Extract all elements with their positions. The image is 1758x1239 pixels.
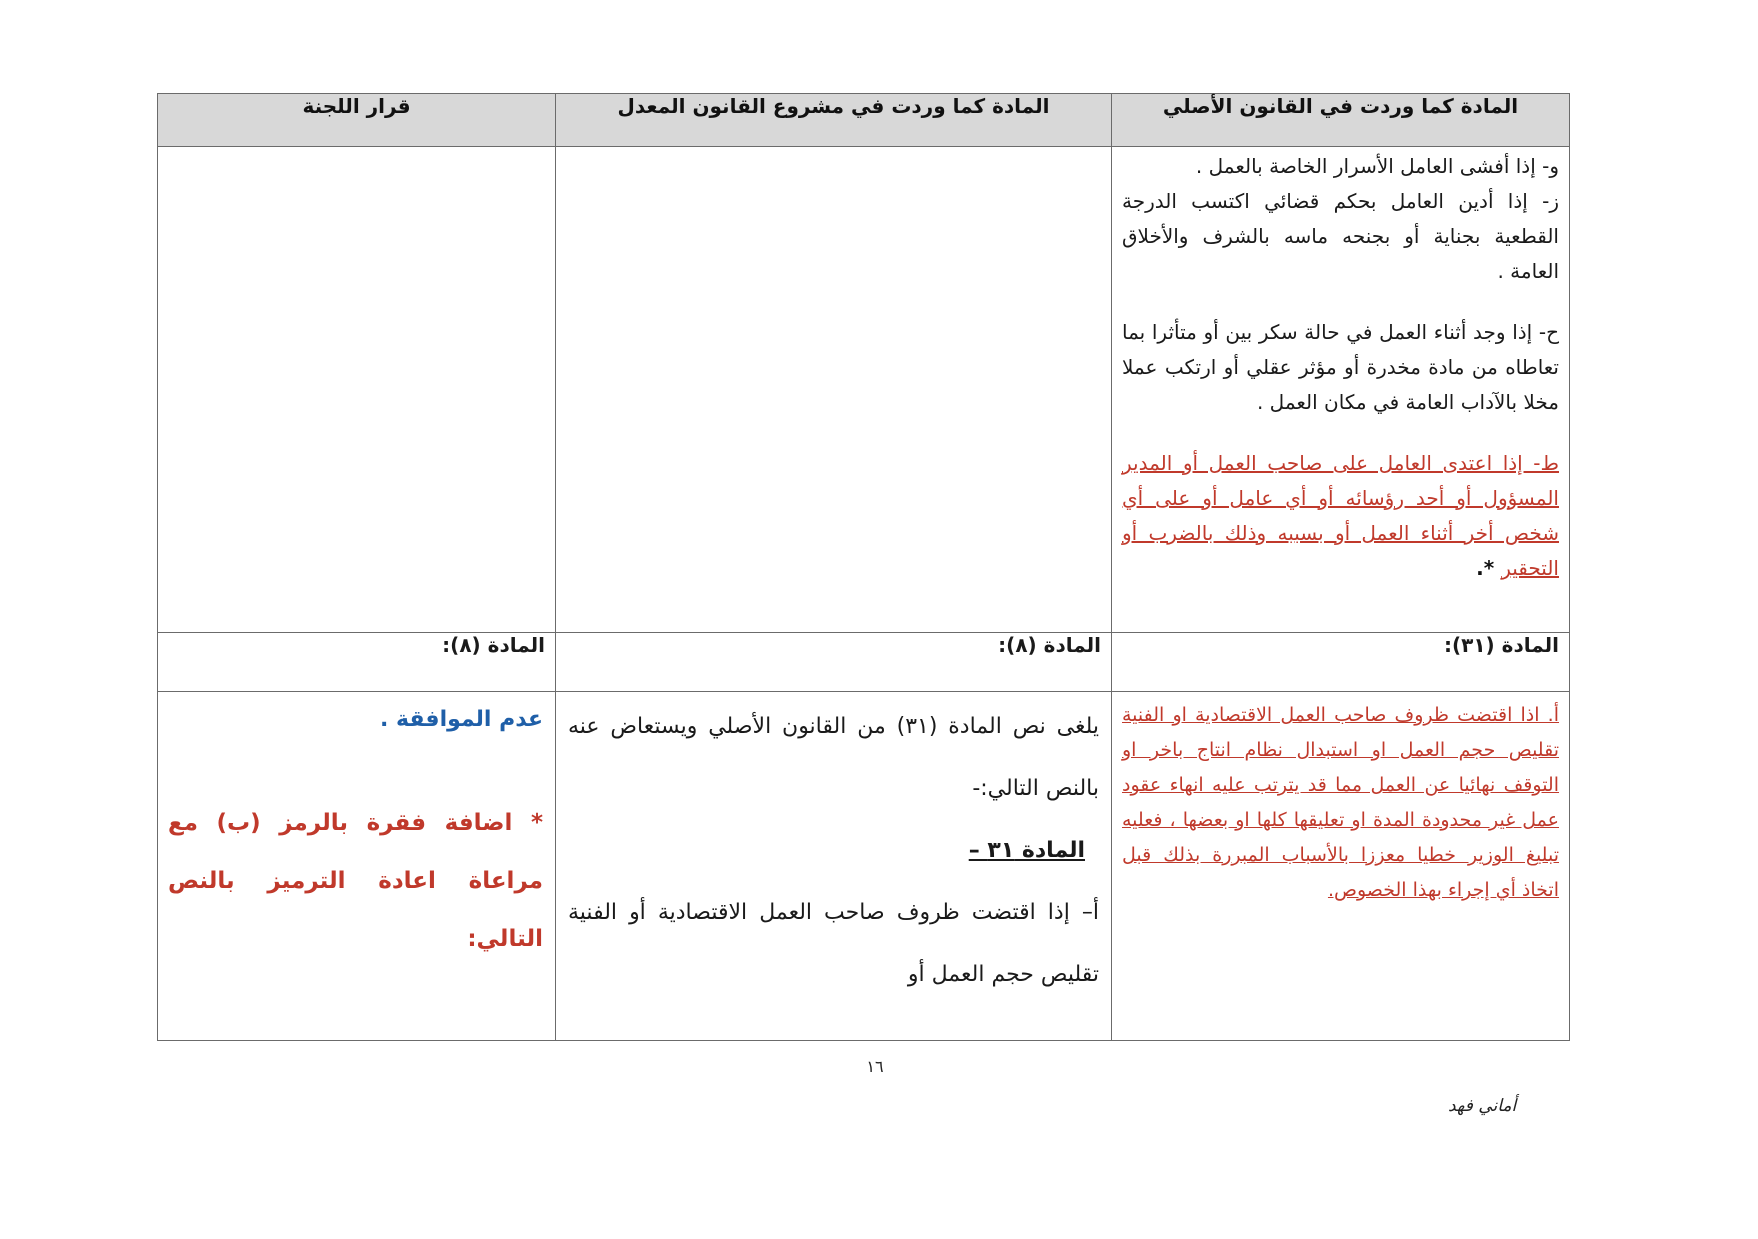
cell-amended-clauses xyxy=(556,147,1112,633)
clause-waw: و- إذا أفشى العامل الأسرار الخاصة بالعمل . xyxy=(1195,154,1559,178)
signature: أماني فهد xyxy=(1448,1096,1517,1116)
article-31-label: المادة (٣١): xyxy=(1443,633,1559,657)
header-original-law: المادة كما وردت في القانون الأصلي xyxy=(1112,94,1570,147)
header-amended-law: المادة كما وردت في مشروع القانون المعدل xyxy=(556,94,1112,147)
clause-ha: ح- إذا وجد أثناء العمل في حالة سكر بين أو متأثرا بما تعاطاه من مادة مخدرة أو مؤثر عقلي أو ارتكب عملا مخلا بالآداب العامة في مكان العمل . xyxy=(1122,320,1559,414)
table-row-article-body xyxy=(158,692,1570,1041)
cell-committee-clauses xyxy=(158,147,556,633)
original-article-31-text: أ. اذا اقتضت ظروف صاحب العمل الاقتصادية او الفنية تقليص حجم العمل او استبدال نظام انتاج باخر او التوقف نهائيا عن العمل مما قد يترتب عليه انهاء عقود عمل غير محدودة المدة او تعليقها كلها او بعضها ، فعليه تبليغ الوزير خطيا معززا بالأسباب المبررة بذلك قبل اتخاذ أي إجراء بهذا الخصوص. xyxy=(1122,704,1559,901)
amended-intro-text: يلغى نص المادة (٣١) من القانون الأصلي ويستعاض عنه بالنص التالي:- xyxy=(568,714,1099,801)
comparison-table xyxy=(157,93,1570,1041)
cell-original-article xyxy=(1112,633,1570,692)
clause-ta-mark: *. xyxy=(1476,556,1502,580)
cell-amended-article xyxy=(556,633,1112,692)
page-number: ١٦ xyxy=(866,1057,884,1076)
article-8-committee-label: المادة (٨): xyxy=(442,633,545,657)
article-8-amended-label: المادة (٨): xyxy=(998,633,1101,657)
committee-decision-text: عدم الموافقة . xyxy=(379,707,543,732)
cell-original-article-body xyxy=(1112,692,1570,1041)
clause-ta: ط- إذا اعتدى العامل على صاحب العمل أو المدير المسؤول أو أحد رؤسائه أو أي عامل أو على أي شخص أخر أثناء العمل أو بسببه وذلك بالضرب أو التحقير xyxy=(1122,451,1559,580)
amended-item-a-text: أ– إذا اقتضت ظروف صاحب العمل الاقتصادية أو الفنية تقليص حجم العمل أو xyxy=(568,900,1099,987)
clause-ta-paragraph xyxy=(1122,446,1559,586)
cell-amended-article-body xyxy=(556,692,1112,1041)
header-committee-decision: قرار اللجنة xyxy=(158,94,556,147)
committee-addition-text: * اضافة فقرة بالرمز (ب) مع مراعاة اعادة الترميز بالنص التالي: xyxy=(168,810,543,952)
cell-committee-article xyxy=(158,633,556,692)
table-row-clauses xyxy=(158,147,1570,633)
cell-committee-article-body xyxy=(158,692,556,1041)
table-row-article-titles xyxy=(158,633,1570,692)
table-header-row xyxy=(158,94,1570,147)
clause-zay: ز- إذا أدين العامل بحكم قضائي اكتسب الدرجة القطعية بجناية أو بجنحه ماسه بالشرف والأخلاق العامة . xyxy=(1122,189,1559,283)
cell-original-clauses xyxy=(1112,147,1570,633)
amended-article-31-heading: المادة ٣١ – xyxy=(968,838,1085,863)
